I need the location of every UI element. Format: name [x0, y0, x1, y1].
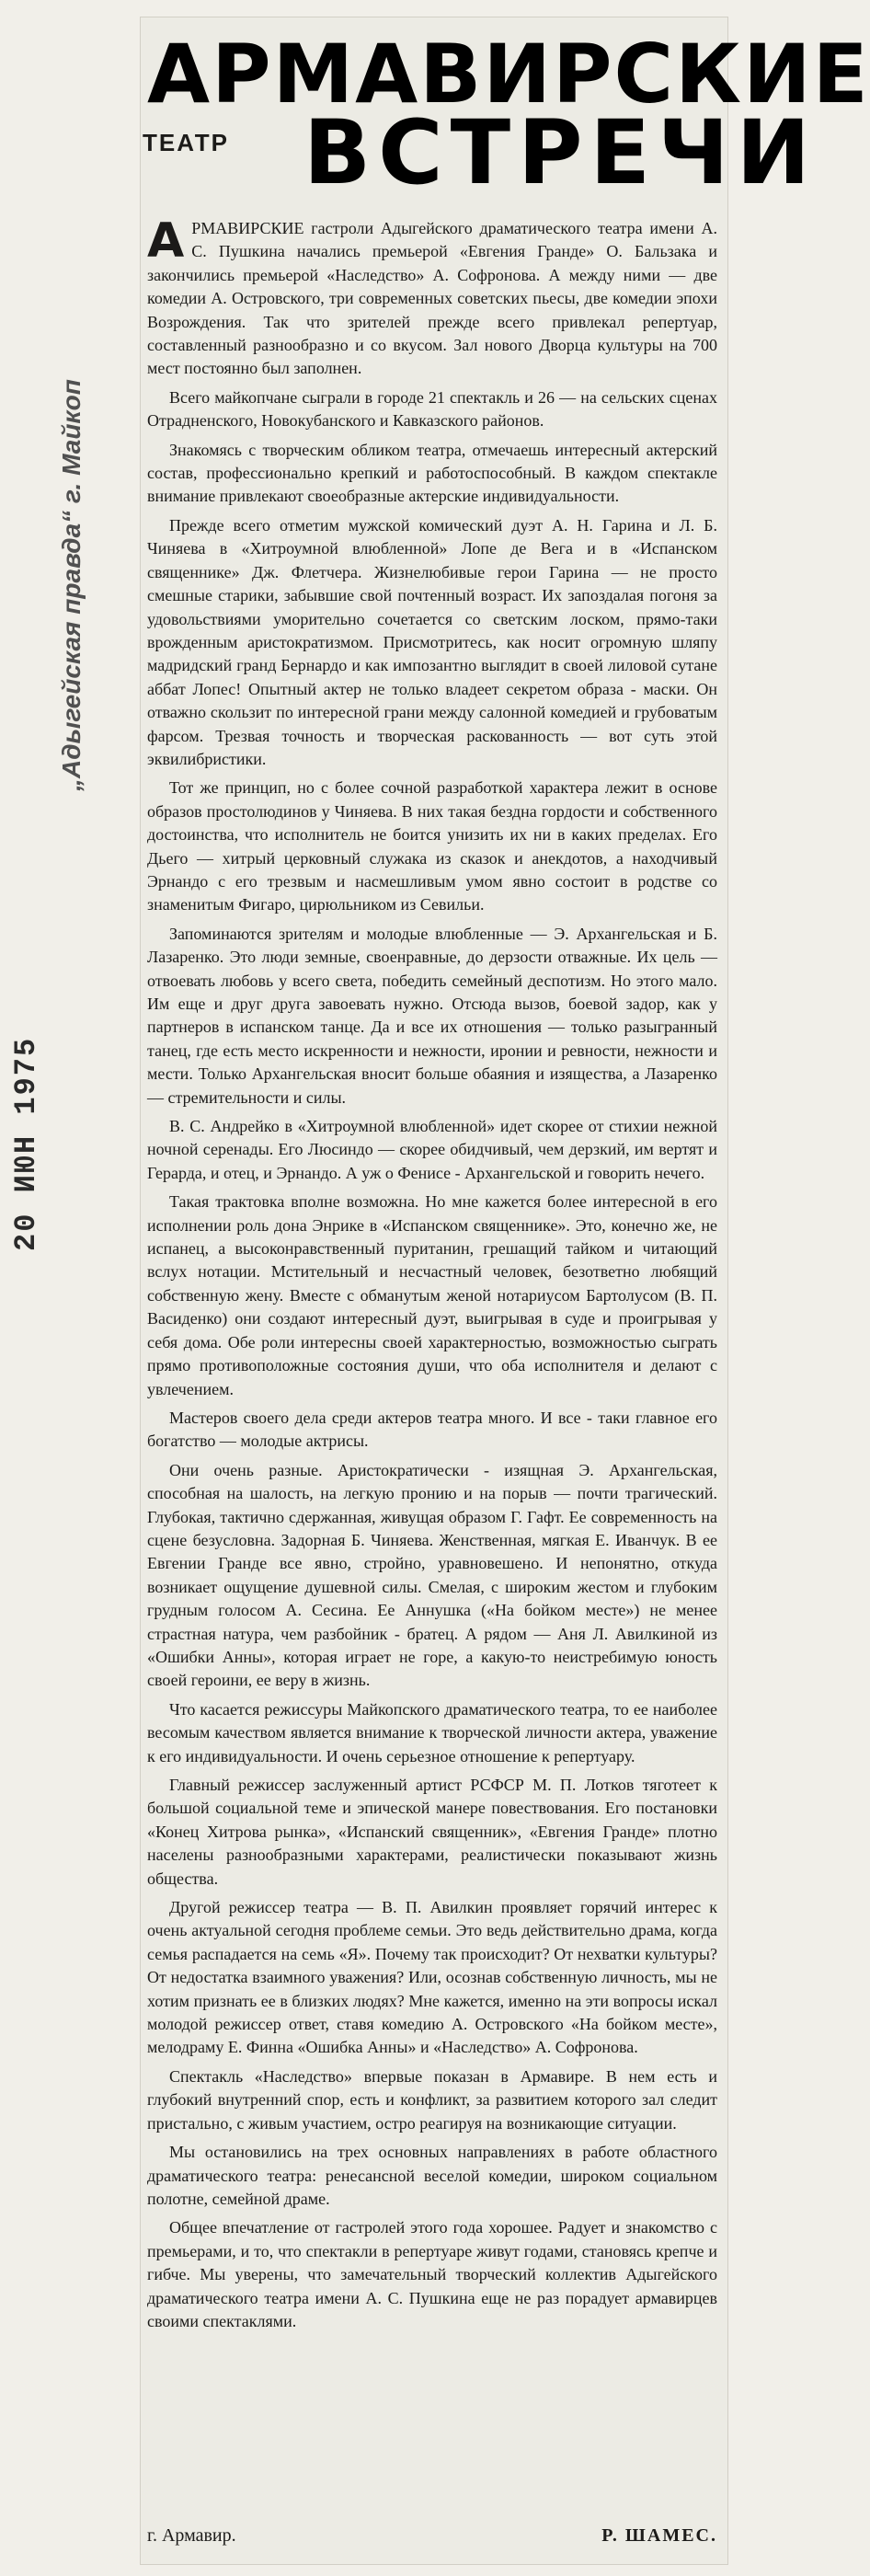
article-paragraph: Знакомясь с творческим обликом театра, отмечаешь интересный актерский состав, профессионально крепкий и работоспособный. В каждом спектакле внимание привлекают своеобразные актерские индивидуальности. — [147, 440, 717, 506]
article-paragraph: Спектакль «Наследство» впервые показан в Армавире. В нем есть и глубокий внутренний спор, есть и конфликт, за развитием которого зал следит пристально, с живым участием, остро реагируя на возникающие ситуации. — [147, 2066, 717, 2133]
headline-main: АРМАВИРСКИЕ — [147, 27, 870, 121]
article-paragraph: Тот же принцип, но с более сочной разработкой характера лежит в основе образов простолюдинов у Чиняева. В них такая бездна гордости и собственного достоинства, что исполнитель не боится унизить их ни в каких пределах. Его Дьего — хитрый церковный служака из сказок и анекдотов, а находчивый Эрнандо с его трезвым и насмешливым умом явно состоит в родстве со знаменитым Фигаро, цирюльником из Севильи. — [147, 778, 717, 914]
newspaper-source: „Адыгейская правда“ г. Майкоп — [57, 379, 86, 791]
article-body — [147, 213, 717, 2554]
headline-sub: ТЕАТР — [143, 129, 229, 156]
article-paragraph: Они очень разные. Аристократически - изящная Э. Архангельская, способная на шалость, на легкую пронию и на порыв — почти трагический. Глубокая, тактично сдержанная, живущая образом Г. Гафт. Ее современность на сцене безусловна. Задорная Б. Чиняева. Женственная, мягкая Е. Иванчук. В ее Евгении Гранде все явно, стройно, уравновешено. И непонятно, откуда возникает ощущение душевной силы. Смелая, с широким жестом и глубоким грудным голосом А. Сесина. Ее Аннушка («На бойком месте») не менее страстная натура, чем разбойник - братец. А рядом — Аня Л. Авилкиной из «Ошибки Анны», которая играет не горе, а какую-то неистребимую юность своей героини, ее веру в жизнь. — [147, 1460, 717, 1690]
article-paragraph: В. С. Андрейко в «Хитроумной влюбленной» идет скорее от стихии нежной ночной серенады. Его Люсиндо — скорее обидчивый, чем дерзкий, им вертят и Герарда, и отец, и Эрнандо. А уж о Фенисе - Архангельской и говорить нечего. — [147, 1117, 717, 1182]
article-paragraph: Главный режиссер заслуженный артист РСФСР М. П. Лотков тяготеет к большой социальной теме и эпической манере повествования. Его постановки «Конец Хитрова рынка», «Испанский священник», «Евгения Гранде» плотно населены разнообразными характерами, реалистически показывают жизнь общества. — [147, 1776, 717, 1888]
author: Р. ШАМЕС. — [601, 2525, 717, 2546]
article-paragraph: АРМАВИРСКИЕ гастроли Адыгейского драматического театра имени А. С. Пушкина начались премьерой «Евгения Гранде» О. Бальзака и закончились премьерой «Наследство» А. Софронова. А между ними — две комедии А. Островского, три современных советских пьесы, две комедии эпохи Возрождения. Так что зрителей прежде всего привлекал репертуар, составленный разнообразно и со вкусом. Зал нового Дворца культуры на 700 мест постоянно был заполнен. — [147, 213, 717, 378]
article-paragraph: Всего майкопчане сыграли в городе 21 спектакль и 26 — на сельских сценах Отрадненского, Новокубанского и Кавказского районов. — [147, 387, 717, 431]
article-paragraph: Запоминаются зрителям и молодые влюбленные — Э. Архангельская и Б. Лазаренко. Это люди земные, своенравные, до дерзости отважные. Их цель — отвоевать любовь у всего света, победить семейный деспотизм. Но этого мало. Им еще и друг друга завоевать нужно. Отсюда вызов, боевой задор, как у партнеров в испанском танце. Да и все их отношения — только разыгранный танец, где есть место искренности и нежности, иронии и ревности, нежности и мести. Только Архангельская вносит больше обаяния и изящества, а Лазаренко — стремительности и силы. — [147, 924, 717, 1107]
headline-second: ВСТРЕЧИ — [303, 101, 818, 204]
article-paragraph: Прежде всего отметим мужской комический дуэт А. Н. Гарина и Л. Б. Чиняева в «Хитроумной влюбленной» Лопе де Вега и в «Испанском священнике» Дж. Флетчера. Жизнелюбивые герои Гарина — не просто смешные старики, забывшие свой почтенный возраст. Их запоздалая погоня за удовольствиями уморительно сочетается со светским лоском, прямо-таки врожденным аристократизмом. Присмотритесь, как носит огромную шляпу мадридский гранд Бернардо и как импозантно выглядит в своей лиловой сутане аббат Лопес! Опытный актер не только владеет секретом образа - маски. Он отважно скользит по интересной грани между салонной комедией и грубоватым фарсом. Трезвая точность и творческая раскованность — вот суть этой эквилибристики. — [147, 515, 717, 768]
article-paragraph: Что касается режиссуры Майкопского драматического театра, то ее наиболее весомым качеством является внимание к творческой личности актера, уважение к его индивидуальности. И очень серьезное отношение к репертуару. — [147, 1699, 717, 1765]
signature-line — [147, 2525, 717, 2547]
article-paragraph: Мы остановились на трех основных направлениях в работе областного драматического театра: ренесансной веселой комедии, широком социальном полотне, семейной драме. — [147, 2143, 717, 2208]
article-paragraph: Мастеров своего дела среди актеров театра много. И все - таки главное его богатство — молодые актрисы. — [147, 1408, 717, 1451]
article-paragraph: Другой режиссер театра — В. П. Авилкин проявляет горячий интерес к очень актуальной сегодня проблеме семьи. Это ведь действительно драма, когда семья распадается на семь «Я». Почему так происходит? От нехватки культуры? От недостатка взаимного уважения? Или, осознав собственную личность, мы не хотим признать ее в близких людях? Мне кажется, именно на эти вопросы искал молодой режиссер ответ, ставя комедию А. Островского «На бойком месте», мелодраму Е. Финна «Ошибка Анны» и «Наследство» А. Софронова. — [147, 1898, 717, 2057]
date-stamp: 20 ИЮН 1975 — [9, 1036, 43, 1251]
drop-cap: А — [147, 213, 185, 269]
article-paragraph: Такая трактовка вполне возможна. Но мне кажется более интересной в его исполнении роль дона Энрике в «Испанском священнике». Это, конечно же, не испанец, а высоконравственный пуританин, грешащий тайком и читающий вслух нотации. Мстительный и несчастный человек, безответно любящий собственную жену. Вместе с обманутым женой нотариусом Бартолусом (В. П. Васиденко) они создают интересный дуэт, выигрывая в суде и проигрывая у себя дома. Обе роли интересны своей характерностью, возможностью сыграть прямо противоположные состояния души, что оба исполнителя и делают с увлечением. — [147, 1192, 717, 1398]
article-paragraph: Общее впечатление от гастролей этого года хорошее. Радует и знакомство с премьерами, и то, что спектакли в репертуаре живут годами, становясь крепче и гибче. Мы уверены, что замечательный творческий коллектив Адыгейского драматического театра имени А. С. Пушкина еще не раз порадует армавирцев своими спектаклями. — [147, 2218, 717, 2330]
place: г. Армавир. — [147, 2525, 236, 2546]
